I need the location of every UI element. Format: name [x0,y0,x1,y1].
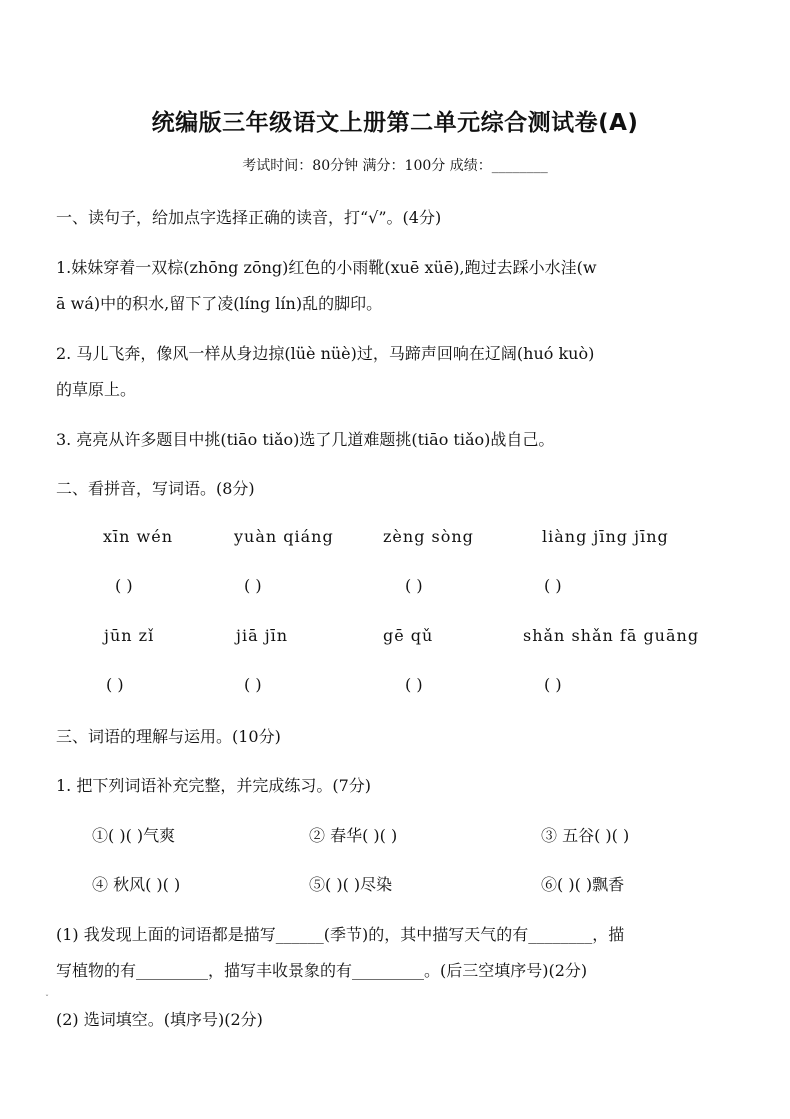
pinyin-item: shǎn shǎn fā guāng [523,626,700,645]
idiom-item: ⑤( )( )尽染 [309,875,393,894]
answer-blank[interactable]: ( ) [244,576,262,595]
section3-p1-line2: 写植物的有_________，描写丰收景象的有_________。(后三空填序号)(2分) [56,961,588,980]
section3-q1: 1. 把下列词语补充完整，并完成练习。(7分) [56,776,372,795]
section1-q1-line1: 1.妹妹穿着一双棕(zhōng zōng)红色的小雨靴(xuē xüē),跑过去踩小水洼(w [56,258,597,277]
page-title: 统编版三年级语文上册第二单元综合测试卷(A) [151,110,639,136]
pinyin-item: xīn wén [103,527,173,546]
pinyin-item: jiā jīn [236,626,289,645]
idiom-item: ② 春华( )( ) [309,826,398,845]
section3-heading: 三、词语的理解与运用。(10分) [56,727,281,746]
answer-blank[interactable]: ( ) [115,576,133,595]
answer-blank[interactable]: ( ) [405,576,423,595]
section1-q2-line1: 2. 马儿飞奔，像风一样从身边掠(lüè nüè)过，马蹄声回响在辽阔(huó kuò) [56,344,595,363]
section1-q1-line2: ā wá)中的积水,留下了凌(líng lín)乱的脚印。 [56,294,383,313]
answer-blank[interactable]: ( ) [544,576,562,595]
pinyin-item: liàng jīng jīng [542,527,669,546]
pinyin-item: yuàn qiáng [234,527,334,546]
section3-p1-line1: (1) 我发现上面的词语都是描写______(季节)的，其中描写天气的有________，描 [56,925,625,944]
section1-q3: 3. 亮亮从许多题目中挑(tiāo tiǎo)选了几道难题挑(tiāo tiǎo)战自己。 [56,430,555,449]
section3-p2: (2) 选词填空。(填序号)(2分) [56,1010,263,1029]
answer-blank[interactable]: ( ) [244,675,262,694]
section2-heading: 二、看拼音，写词语。(8分) [56,479,255,498]
stray-mark: ˇ [45,994,49,1003]
section1-q2-line2: 的草原上。 [56,380,137,399]
idiom-item: ①( )( )气爽 [92,826,176,845]
answer-blank[interactable]: ( ) [106,675,124,694]
idiom-item: ④ 秋风( )( ) [92,875,181,894]
pinyin-item: zèng sòng [383,527,474,546]
pinyin-item: jūn zǐ [104,626,155,645]
pinyin-item: gē qǔ [383,626,434,645]
answer-blank[interactable]: ( ) [405,675,423,694]
exam-meta: 考试时间：80分钟 满分：100分 成绩：________ [242,158,548,174]
answer-blank[interactable]: ( ) [544,675,562,694]
idiom-item: ⑥( )( )飘香 [541,875,625,894]
idiom-item: ③ 五谷( )( ) [541,826,630,845]
section1-heading: 一、读句子，给加点字选择正确的读音，打“√”。(4分) [56,208,442,227]
